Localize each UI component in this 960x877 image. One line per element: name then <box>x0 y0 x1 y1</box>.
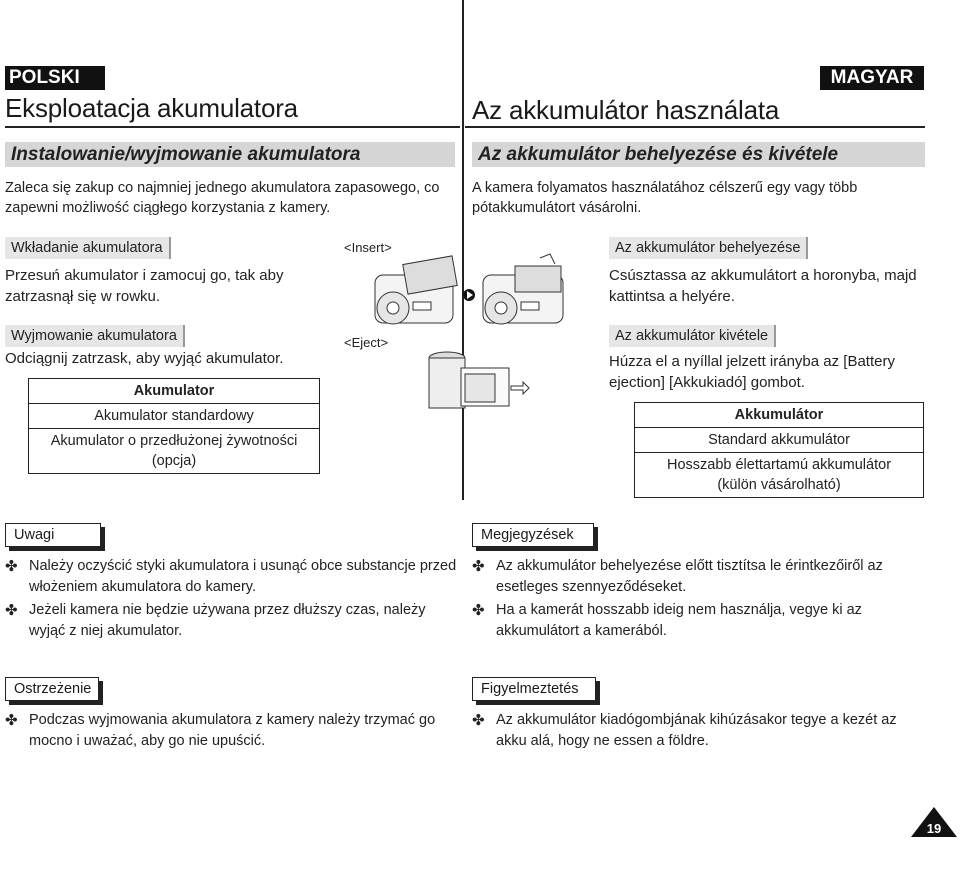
note-line: Ha a kamerát hosszabb ideig nem használja, vegye ki az <box>496 602 862 618</box>
bullet-icon: ✤ <box>472 558 485 575</box>
battery-table-header: Akumulator <box>29 379 320 404</box>
battery-table-cell <box>29 429 320 474</box>
warning-line: Az akkumulátor kiadógombjának kihúzásakor tegye a kezét az <box>496 712 897 728</box>
notes-label-hungarian: Megjegyzések <box>472 523 594 547</box>
note-item <box>472 600 927 642</box>
warning-line: mocno i uważać, aby go nie upuścić. <box>29 733 266 749</box>
page-number: 19 <box>926 821 942 836</box>
note-item <box>5 556 460 598</box>
warning-label-hungarian: Figyelmeztetés <box>472 677 596 701</box>
warning-item <box>472 710 927 752</box>
title-underline-left <box>5 126 460 128</box>
warning-line: Podczas wyjmowania akumulatora z kamery należy trzymać go <box>29 712 436 728</box>
camera-insert-before <box>375 256 457 324</box>
intro-line: pótakkumulátort vásárolni. <box>472 200 642 216</box>
page-title-hungarian: Az akkumulátor használata <box>472 95 780 125</box>
note-item <box>472 556 927 598</box>
battery-table-cell <box>635 453 924 498</box>
bullet-icon: ✤ <box>5 602 18 619</box>
camera-eject <box>429 352 529 408</box>
language-badge-polish: POLSKI <box>5 66 105 90</box>
insert-text-polish <box>5 265 325 307</box>
intro-line: zapewni możliwość ciągłego korzystania z kamery. <box>5 200 331 216</box>
cell-line: (opcja) <box>151 453 197 469</box>
body-line: Przesuń akumulator i zamocuj go, tak aby <box>5 267 284 284</box>
note-line: Należy oczyścić styki akumulatora i usunąć obce substancje przed <box>29 558 457 574</box>
notes-list-hungarian <box>472 556 927 644</box>
body-line: kattintsa a helyére. <box>609 288 735 305</box>
eject-heading-hungarian: Az akkumulátor kivétele <box>609 325 776 347</box>
insert-label: <Insert> <box>344 240 392 255</box>
bullet-icon: ✤ <box>472 602 485 619</box>
note-line: wyjąć z niej akumulator. <box>29 623 183 639</box>
intro-line: A kamera folyamatos használatához célszerű egy vagy több <box>472 180 858 196</box>
cell-line: Hosszabb élettartamú akkumulátor <box>666 457 892 473</box>
warning-list-hungarian <box>472 710 927 754</box>
note-line: Jeżeli kamera nie będzie używana przez dłuższy czas, należy <box>29 602 426 618</box>
camera-insert-after <box>483 254 563 324</box>
arrow-right-icon <box>463 289 475 301</box>
title-underline-right <box>465 126 925 128</box>
section-title-polish: Instalowanie/wyjmowanie akumulatora <box>5 142 455 167</box>
battery-table-polish <box>28 378 320 474</box>
eject-label: <Eject> <box>344 335 389 350</box>
intro-line: Zaleca się zakup co najmniej jednego akumulatora zapasowego, co <box>5 180 440 196</box>
warning-list-polish <box>5 710 460 754</box>
insert-heading-polish: Wkładanie akumulatora <box>5 237 171 259</box>
page-number-badge <box>910 806 958 838</box>
battery-table-header: Akkumulátor <box>635 403 924 428</box>
bullet-icon: ✤ <box>472 712 485 729</box>
language-badge-hungarian: MAGYAR <box>820 66 924 90</box>
page-title-polish: Eksploatacja akumulatora <box>5 93 298 123</box>
bullet-icon: ✤ <box>5 558 18 575</box>
insert-heading-hungarian: Az akkumulátor behelyezése <box>609 237 808 259</box>
battery-table-cell: Akumulator standardowy <box>29 404 320 429</box>
battery-table-cell: Standard akkumulátor <box>635 428 924 453</box>
body-line: ejection] [Akkukiadó] gombot. <box>609 374 805 391</box>
warning-item <box>5 710 460 752</box>
warning-label-polish: Ostrzeżenie <box>5 677 99 701</box>
cell-line: (külön vásárolható) <box>717 477 841 493</box>
note-line: włożeniem akumulatora do kamery. <box>29 579 256 595</box>
body-line: Húzza el a nyíllal jelzett irányba az [Battery <box>609 353 895 370</box>
battery-table-hungarian <box>634 402 924 498</box>
note-item <box>5 600 460 642</box>
body-line: zatrzasnął się w rowku. <box>5 288 161 305</box>
warning-line: akku alá, hogy ne essen a földre. <box>496 733 709 749</box>
note-line: akkumulátort a kamerából. <box>496 623 667 639</box>
notes-label-polish: Uwagi <box>5 523 101 547</box>
bullet-icon: ✤ <box>5 712 18 729</box>
eject-text-polish: Odciągnij zatrzask, aby wyjąć akumulator. <box>5 350 284 367</box>
note-line: Az akkumulátor behelyezése előtt tisztítsa le érintkezőiről az <box>496 558 883 574</box>
intro-polish <box>5 178 460 218</box>
eject-heading-polish: Wyjmowanie akumulatora <box>5 325 185 347</box>
insert-text-hungarian <box>609 265 929 307</box>
notes-list-polish <box>5 556 460 644</box>
note-line: esetleges szennyeződéseket. <box>496 579 687 595</box>
camera-battery-illustration <box>365 250 585 420</box>
intro-hungarian <box>472 178 927 218</box>
body-line: Csúsztassa az akkumulátort a horonyba, majd <box>609 267 917 284</box>
cell-line: Akumulator o przedłużonej żywotności <box>50 433 298 449</box>
eject-text-hungarian <box>609 351 929 393</box>
section-title-hungarian: Az akkumulátor behelyezése és kivétele <box>472 142 925 167</box>
